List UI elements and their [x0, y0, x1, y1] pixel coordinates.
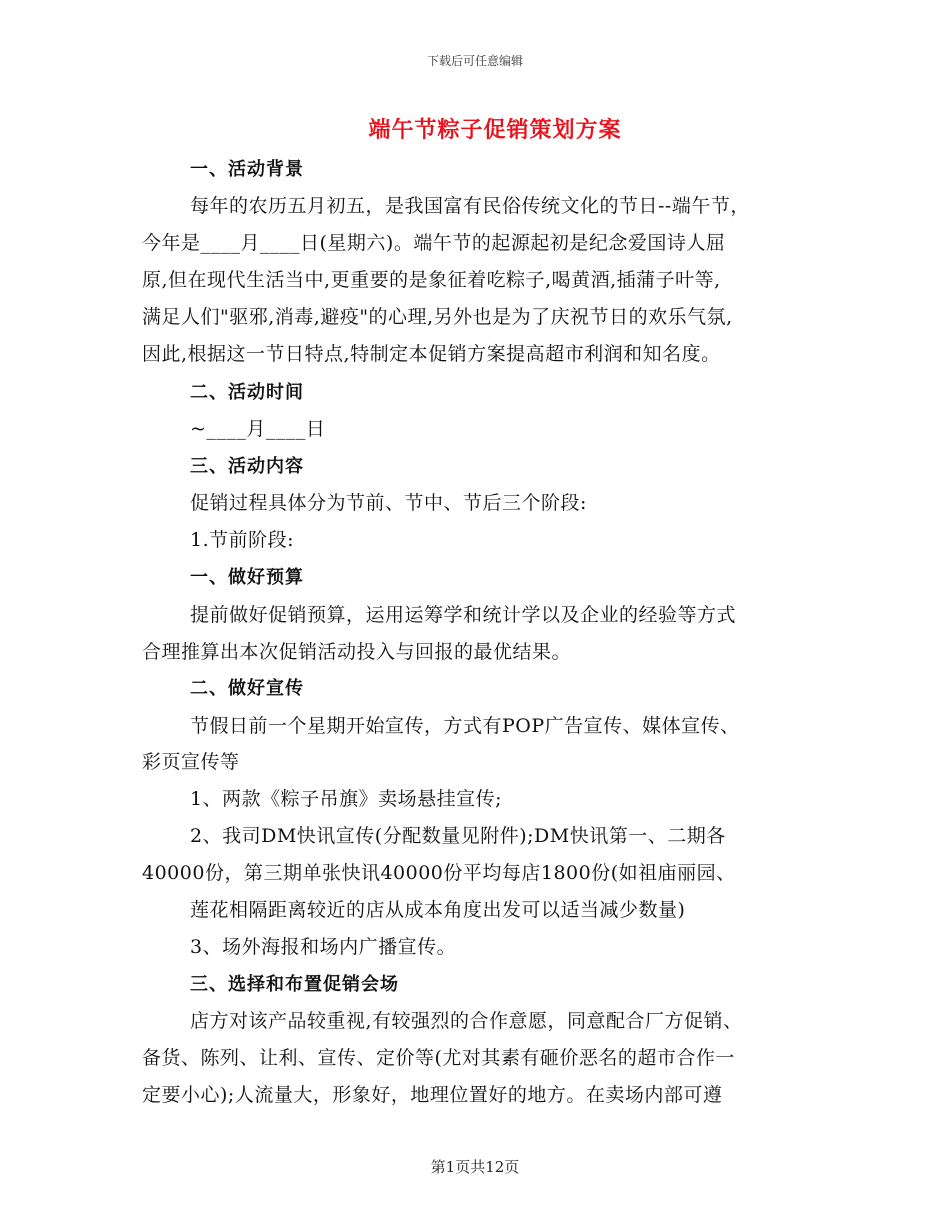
- body-line: 定要小心);人流量大，形象好，地理位置好的地方。在卖场内部可遵: [142, 1084, 723, 1106]
- sub-heading-budget: 一、做好预算: [190, 567, 304, 588]
- body-line: 3、场外海报和场内广播宣传。: [190, 936, 457, 958]
- body-line: 1、两款《粽子吊旗》卖场悬挂宣传;: [190, 788, 502, 810]
- body-line: 满足人们"驱邪,消毒,避疫"的心理,另外也是为了庆祝节日的欢乐气氛,: [142, 306, 733, 328]
- section-heading-content: 三、活动内容: [190, 456, 304, 477]
- body-line: 提前做好促销预算，运用运筹学和统计学以及企业的经验等方式: [190, 604, 737, 626]
- body-line: 节假日前一个星期开始宣传，方式有POP广告宣传、媒体宣传、: [190, 715, 740, 737]
- body-line: 每年的农历五月初五，是我国富有民俗传统文化的节日--端午节，: [190, 195, 750, 217]
- body-line: 店方对该产品较重视,有较强烈的合作意愿，同意配合厂方促销、: [190, 1010, 743, 1032]
- body-line: 今年是____月____日(星期六)。端午节的起源起初是纪念爱国诗人屈: [142, 232, 726, 254]
- body-line: 原,但在现代生活当中,更重要的是象征着吃粽子,喝黄酒,插蒲子叶等,: [142, 269, 721, 291]
- body-line: 促销过程具体分为节前、节中、节后三个阶段:: [190, 492, 587, 514]
- body-line: 彩页宣传等: [142, 751, 240, 773]
- body-line: 合理推算出本次促销活动投入与回报的最优结果。: [142, 641, 572, 663]
- body-line: 1.节前阶段:: [190, 529, 295, 551]
- section-heading-time: 二、活动时间: [190, 382, 304, 403]
- sub-heading-venue: 三、选择和布置促销会场: [190, 974, 399, 995]
- page-number: 第1页共12页: [430, 1158, 520, 1176]
- section-heading-background: 一、活动背景: [190, 159, 304, 180]
- body-line: 因此,根据这一节日特点,特制定本促销方案提高超市利润和知名度。: [142, 343, 721, 365]
- body-line: ~____月____日: [190, 418, 326, 440]
- page-header-note: 下载后可任意编辑: [426, 54, 523, 68]
- document-title: 端午节粽子促销策划方案: [368, 117, 622, 143]
- body-line: 莲花相隔距离较近的店从成本角度出发可以适当减少数量): [190, 899, 686, 921]
- body-line: 备货、陈列、让利、宣传、定价等(尤对其素有砸价恶名的超市合作一: [142, 1047, 735, 1069]
- sub-heading-publicity: 二、做好宣传: [190, 678, 304, 699]
- body-line: 2、我司DM快讯宣传(分配数量见附件);DM快讯第一、二期各: [190, 825, 726, 847]
- body-line: 40000份，第三期单张快讯40000份平均每店1800份(如祖庙丽园、: [142, 862, 736, 884]
